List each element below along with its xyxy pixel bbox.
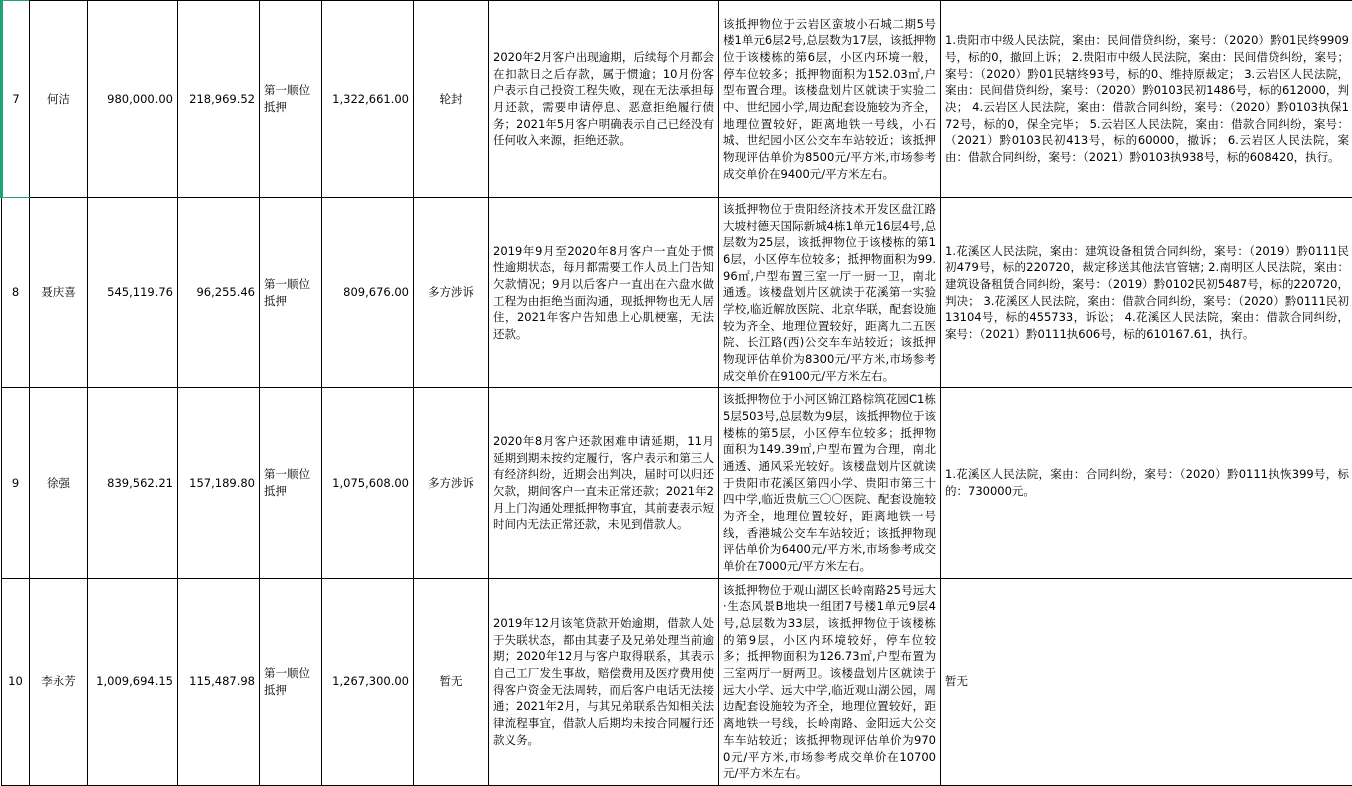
litigation-status: 轮封: [414, 1, 489, 198]
mortgage-details: 该抵押物位于云岩区蛮坡小石城二期5号楼1单元6层2号,总层数为17层，该抵押物位于该楼栋的第6层，小区内环境一般，停车位较多；抵押物面积为152.03㎡,户型布置合理。该楼盘划片区就读于实验二中、世纪园小学,周边配套设施较为齐全，地理位置较好，距离地铁一号线，小石城、世纪园小区公交车车站较近；该抵押物现评估单价为8500元/平方米,市场参考成交单价在9400元/平方米左右。: [719, 1, 941, 198]
mortgage-details: 该抵押物位于观山湖区长岭南路25号远大·生态风景B地块一组团7号楼1单元9层4号,总层数为33层，该抵押物位于该楼栋的第9层，小区内环境较好，停车位较多；抵押物面积为126.73㎡,户型布置为三室两厅一厨两卫。该楼盘划片区就读于远大小学、远大中学,临近观山湖公园，周边配套设施较为齐全，地理位置较好，距离地铁一号线，长岭南路、金阳远大公交车车站较近；该抵押物现评估单价为9700元/平方米,市场参考成交单价在10700元/平方米左右。: [719, 578, 941, 785]
loan-amount: 545,119.76: [88, 198, 178, 388]
overdue-description: 2019年12月该笔贷款开始逾期，借款人处于失联状态，都由其妻子及兄弟处理当前逾期；2020年12月与客户取得联系，其表示自己工厂发生事故，赔偿费用及医疗费用使得客户资金无法周转，而后客户电话无法接通；2021年2月，与其兄弟联系告知相关法律流程事宜，借款人后期均未按合同履行还款义务。: [489, 578, 719, 785]
overdue-description: 2019年9月至2020年8月客户一直处于惯性逾期状态，每月都需要工作人员上门告知欠款情况；9月以后客户一直出在六盘水做工程为由拒绝当面沟通，现抵押物也无人居住，2021年客户告知患上心肌梗塞，无法还款。: [489, 198, 719, 388]
principal-interest-total: 1,322,661.00: [322, 1, 414, 198]
mortgage-rank: 第一顺位抵押: [260, 198, 322, 388]
litigation-status: 暂无: [414, 578, 489, 785]
litigation-status: 多方涉诉: [414, 388, 489, 578]
principal-interest-total: 1,075,608.00: [322, 388, 414, 578]
overdue-description: 2020年8月客户还款困难申请延期，11月延期到期未按约定履行，客户表示和第三人有经济纠纷，近期会出判决，届时可以归还欠款，期间客户一直未正常还款；2021年2月上门沟通处理抵押物事宜，其前妻表示短时间内无法正常还款，未见到借款人。: [489, 388, 719, 578]
row-index: 7: [2, 1, 30, 198]
table-row[interactable]: [2, 388, 1352, 578]
overdue-amount: 218,969.52: [178, 1, 260, 198]
principal-interest-total: 1,267,300.00: [322, 578, 414, 785]
loan-amount: 839,562.21: [88, 388, 178, 578]
case-details: 暂无: [941, 578, 1352, 785]
mortgage-rank: 第一顺位抵押: [260, 388, 322, 578]
mortgage-rank: 第一顺位抵押: [260, 1, 322, 198]
overdue-description: 2020年2月客户出现逾期，后续每个月都会在扣款日之后存款，属于惯逾；10月份客户表示自己投资工程失败，现在无法承担每月还款，需要申请停息、恶意拒绝履行债务；2021年5月客户明确表示自己已经没有任何收入来源，拒绝还款。: [489, 1, 719, 198]
mortgage-details: 该抵押物位于小河区锦江路棕筑花园C1栋5层503号,总层数为9层，该抵押物位于该楼栋的第5层，小区停车位较多；抵押物面积为149.39㎡,户型布置为合理，南北通透、通风采光较好。该楼盘划片区就读于贵阳市花溪区第四小学、贵阳市第三十四中学,临近贵航三〇〇医院、配套设施较为齐全，地理位置较好，距离地铁一号线，香港城公交车车站较近；该抵押物现评估单价为6400元/平方米,市场参考成交单价在7000元/平方米左右。: [719, 388, 941, 578]
row-index: 9: [2, 388, 30, 578]
table-row[interactable]: [2, 198, 1352, 388]
customer-name: 徐强: [30, 388, 88, 578]
litigation-status: 多方涉诉: [414, 198, 489, 388]
row-index: 10: [2, 578, 30, 785]
customer-name: 何洁: [30, 1, 88, 198]
customer-name: 聂庆喜: [30, 198, 88, 388]
overdue-amount: 157,189.80: [178, 388, 260, 578]
customer-name: 李永芳: [30, 578, 88, 785]
overdue-amount: 96,255.46: [178, 198, 260, 388]
case-details: 1.花溪区人民法院，案由：建筑设备租赁合同纠纷，案号：（2019）黔0111民初479号，标的220720，裁定移送其他法官管辖; 2.南明区人民法院，案由：建筑设备租赁合同纠纷，案号：（2019）黔0102民初5487号，标的220720，判决； 3.花溪区人民法院，案由：借款合同纠纷，案号：（2020）黔0111民初13104号，标的455733，诉讼； 4.花溪区人民法院，案由：借款合同纠纷，案号：（2021）黔0111执606号，标的610167.61，执行。: [941, 198, 1352, 388]
table-row[interactable]: [2, 578, 1352, 785]
case-details: 1.贵阳市中级人民法院，案由：民间借贷纠纷，案号：（2020）黔01民终9909号，标的0，撤回上诉； 2.贵阳市中级人民法院，案由：民间借贷纠纷，案号；案号：（2020）黔01民辖终93号，标的0、维持原裁定； 3.云岩区人民法院，案由：民间借贷纠纷，案号：（2020）黔0103民初1486号，标的612000，判决； 4.云岩区人民法院，案由：借款合同纠纷，案号：（2020）黔0103执保172号，标的0，保全完毕； 5.云岩区人民法院，案由：借款合同纠纷，案号：（2021）黔0103民初413号，标的60000，撤诉； 6.云岩区人民法院，案由：借款合同纠纷，案号：（2021）黔0103执938号，标的608420，执行。: [941, 1, 1352, 198]
mortgage-rank: 第一顺位抵押: [260, 578, 322, 785]
mortgage-details: 该抵押物位于贵阳经济技术开发区盘江路大坡村德天国际新城4栋1单元16层4号,总层数为25层，该抵押物位于该楼栋的第16层，小区停车位较多；抵押物面积为99.96㎡,户型布置三室一厅一厨一卫，南北通透。该楼盘划片区就读于花溪第一实验学校,临近解放医院、北京华联，配套设施较为齐全、地理位置较好，距离九二五医院、长江路(西)公交车车站较近；该抵押物现评估单价为8300元/平方米,市场参考成交单价在9100元/平方米左右。: [719, 198, 941, 388]
case-details: 1.花溪区人民法院，案由：合同纠纷，案号：（2020）黔0111执恢399号，标的：730000元。: [941, 388, 1352, 578]
row-index: 8: [2, 198, 30, 388]
table-row[interactable]: [2, 1, 1352, 198]
overdue-amount: 115,487.98: [178, 578, 260, 785]
principal-interest-total: 809,676.00: [322, 198, 414, 388]
loan-amount: 980,000.00: [88, 1, 178, 198]
table-body: [2, 1, 1352, 786]
loan-amount: 1,009,694.15: [88, 578, 178, 785]
